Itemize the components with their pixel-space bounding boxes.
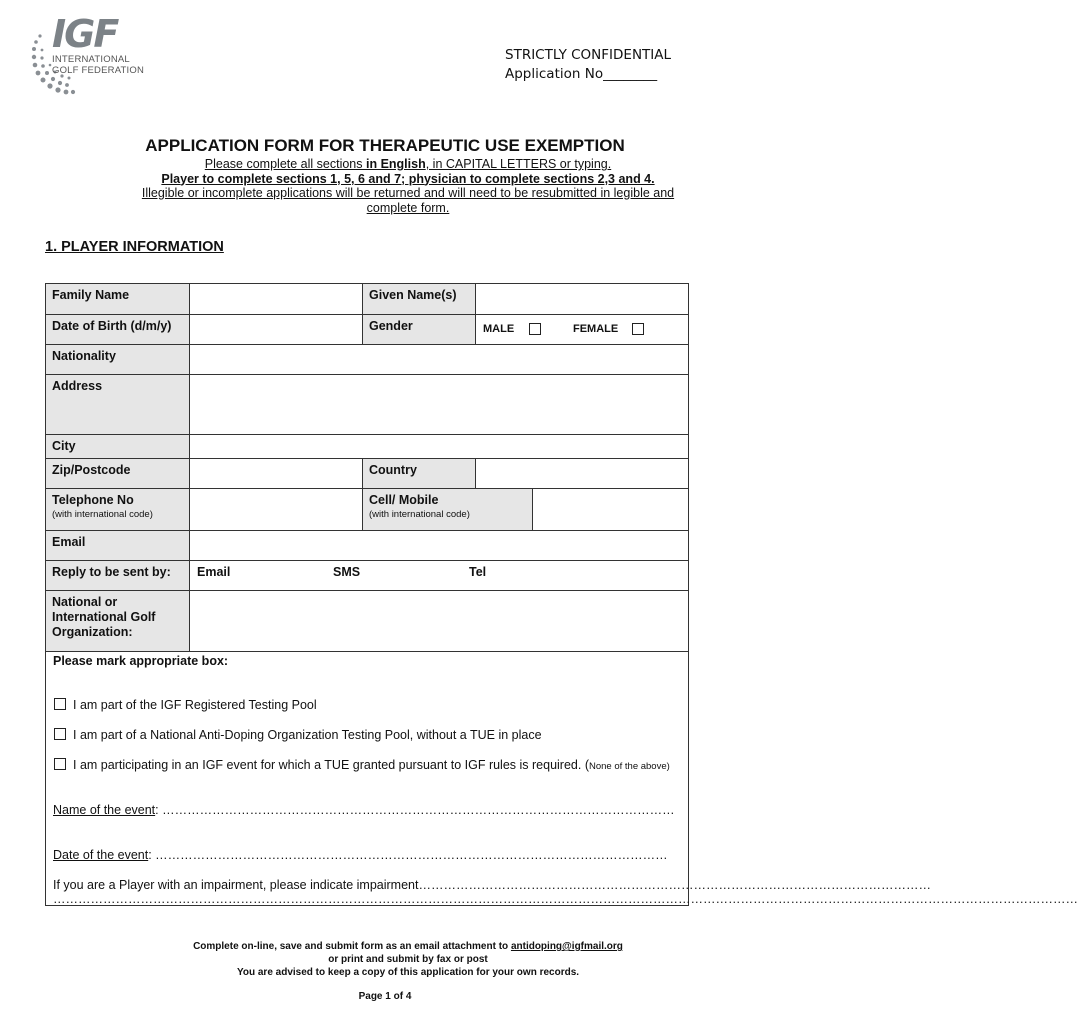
antidoping-email-link[interactable]: antidoping@igfmail.org [510,941,623,952]
country-field[interactable] [476,459,689,489]
family-name-label: Family Name [46,284,190,315]
footer-line-1: Complete on-line, save and submit form as an email attachment to antidoping@igfmail.org [193,941,623,952]
intro-line-1: Please complete all sections in English, in CAPITAL LETTERS or typing. [204,157,612,171]
intro-line-4: complete form. [366,200,450,215]
igf-logo [30,12,160,92]
logo-line-1: INTERNATIONAL [52,54,130,65]
cell-label: Cell/ Mobile (with international code) [363,489,533,531]
telephone-label: Telephone No (with international code) [46,489,190,531]
section-1-title: 1. PLAYER INFORMATION [45,239,224,255]
female-checkbox[interactable] [632,323,644,335]
male-checkbox[interactable] [529,323,541,335]
event-name-line[interactable]: Name of the event: …………………………………………………………………………………………………………… [53,803,675,817]
footer-line-2: or print and submit by fax or post [328,954,488,965]
zip-label: Zip/Postcode [46,459,190,489]
impairment-continuation-line[interactable]: ………………………………………………………………………………………………………………………………………………………………………………………………………………………… [53,892,1078,906]
email-field[interactable] [190,531,689,561]
option-registered-pool: I am part of the IGF Registered Testing Pool [54,698,317,712]
telephone-field[interactable] [190,489,363,531]
player-information-table [45,283,1078,906]
intro-line-3: Illegible or incomplete applications will be returned and will need to be resubmitted in legible and [141,186,675,200]
address-field[interactable] [190,375,689,435]
confidential-label: STRICTLY CONFIDENTIAL [505,47,672,63]
city-field[interactable] [190,435,689,459]
page-number: Page 1 of 4 [358,991,412,1002]
reply-email-option[interactable]: Email [197,565,231,579]
confidential-block [505,46,671,84]
given-names-field[interactable] [476,284,689,315]
form-title: APPLICATION FORM FOR THERAPEUTIC USE EXEMPTION [145,136,625,155]
national-pool-checkbox[interactable] [54,728,66,740]
dob-field[interactable] [190,315,363,345]
gender-label: Gender [363,315,476,345]
footer-line-3: You are advised to keep a copy of this application for your own records. [236,967,580,978]
application-number: Application No________ [505,66,658,82]
intro-text [0,157,816,215]
gender-options [476,315,689,345]
footer-instructions [0,940,816,979]
family-name-field[interactable] [190,284,363,315]
telephone-sub: (with international code) [52,509,153,520]
testing-pool-section [46,652,1078,906]
dob-label: Date of Birth (d/m/y) [46,315,190,345]
logo-line-2: GOLF FEDERATION [52,65,145,76]
logo-text [52,54,144,76]
country-label: Country [363,459,476,489]
nationality-field[interactable] [190,345,689,375]
address-label: Address [46,375,190,435]
nationality-label: Nationality [46,345,190,375]
zip-field[interactable] [190,459,363,489]
cell-sub: (with international code) [369,509,470,520]
reply-tel-option[interactable]: Tel [469,565,487,579]
impairment-line[interactable]: If you are a Player with an impairment, please indicate impairment…………………………………………………………………………………………………………… [53,878,931,892]
mark-box-label: Please mark appropriate box: [53,654,229,668]
city-label: City [46,435,190,459]
reply-label: Reply to be sent by: [46,561,190,591]
male-label: MALE [483,323,515,335]
female-label: FEMALE [573,323,619,335]
igf-event-checkbox[interactable] [54,758,66,770]
given-names-label: Given Name(s) [363,284,476,315]
registered-pool-checkbox[interactable] [54,698,66,710]
reply-options [190,561,689,591]
option-national-pool: I am part of a National Anti-Doping Organization Testing Pool, without a TUE in place [54,728,542,742]
organization-field[interactable] [190,591,689,652]
event-date-line[interactable]: Date of the event: …………………………………………………………………………………………………………… [53,848,668,862]
email-label: Email [46,531,190,561]
organization-label: National or International Golf Organization: [46,591,190,652]
cell-field[interactable] [533,489,689,531]
intro-line-2: Player to complete sections 1, 5, 6 and 7; physician to complete sections 2,3 and 4. [161,171,655,186]
reply-sms-option[interactable]: SMS [333,565,361,579]
option-igf-event: I am participating in an IGF event for which a TUE granted pursuant to IGF rules is required. (None of the above) [54,758,670,772]
logo-mark: IGF [52,12,118,56]
